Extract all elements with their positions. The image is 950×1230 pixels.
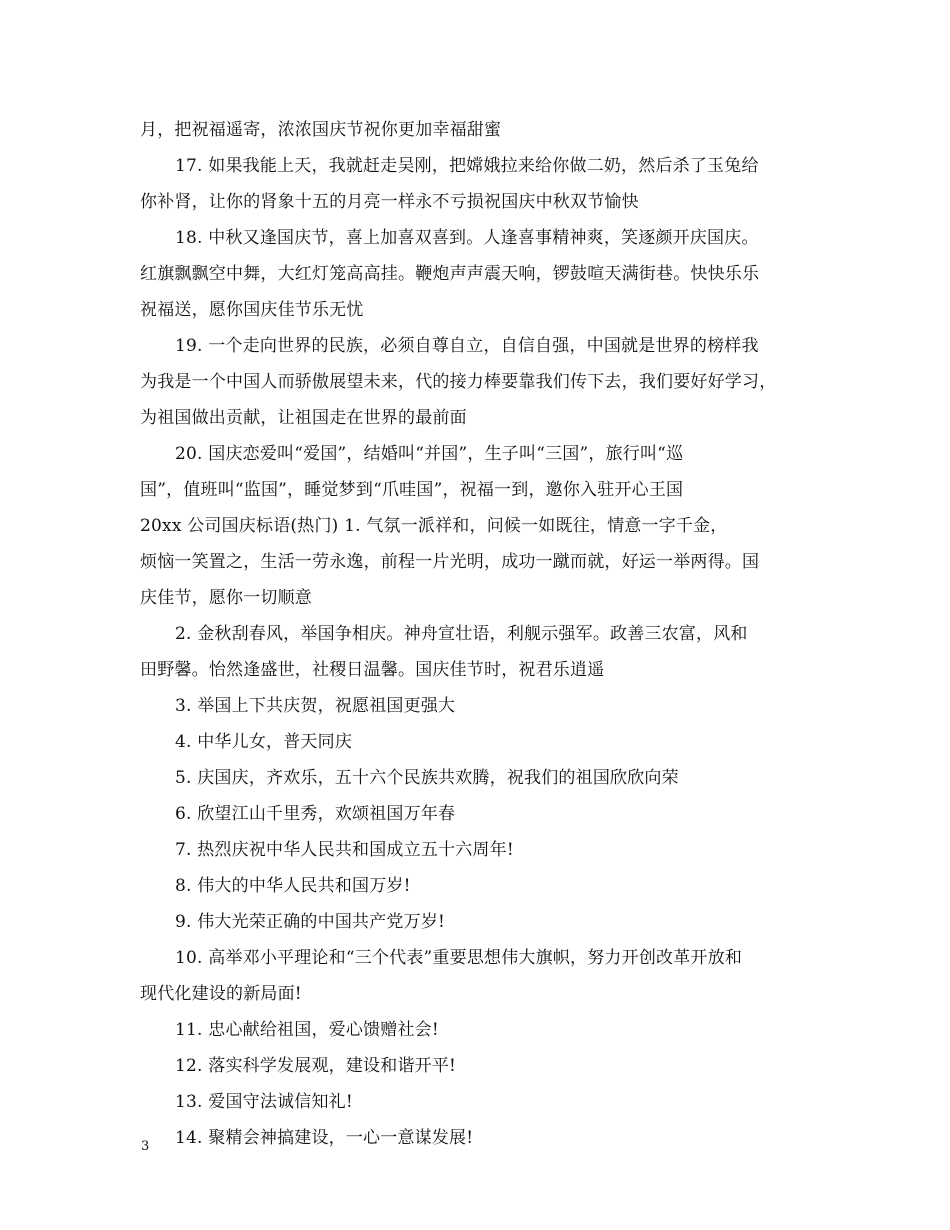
text-line-3: 你补肾，让你的肾象十五的月亮一样永不亏损祝国庆中秋双节愉快 [140, 192, 639, 212]
text-line-10: 20. 国庆恋爱叫“爱国”，结婚叫“并国”，生子叫“三国”，旅行叫“巡 [175, 444, 684, 464]
text-line-25: 现代化建设的新局面! [140, 984, 302, 1004]
text-line-7: 19. 一个走向世界的民族，必须自尊自立，自信自强，中国就是世界的榜样我 [175, 336, 759, 356]
page-number: 3 [141, 1139, 150, 1154]
text-line-28: 13. 爱国守法诚信知礼! [175, 1092, 353, 1112]
text-line-15: 2. 金秋刮春风，举国争相庆。神舟宣壮语，利舰示强军。政善三农富，风和 [175, 624, 748, 644]
text-line-20: 6. 欣望江山千里秀，欢颂祖国万年春 [175, 804, 456, 824]
text-line-9: 为祖国做出贡献，让祖国走在世界的最前面 [140, 408, 467, 428]
text-line-27: 12. 落实科学发展观，建设和谐开平! [175, 1056, 457, 1076]
text-line-5: 红旗飘飘空中舞，大红灯笼高高挂。鞭炮声声震天响，锣鼓喧天满街巷。快快乐乐 [140, 264, 760, 284]
text-line-29: 14. 聚精会神搞建设，一心一意谋发展! [175, 1128, 474, 1148]
text-line-22: 8. 伟大的中华人民共和国万岁! [175, 876, 411, 896]
text-line-23: 9. 伟大光荣正确的中国共产党万岁! [175, 912, 446, 932]
text-line-19: 5. 庆国庆，齐欢乐，五十六个民族共欢腾，祝我们的祖国欣欣向荣 [175, 768, 679, 788]
text-line-4: 18. 中秋又逢国庆节，喜上加喜双喜到。人逢喜事精神爽，笑逐颜开庆国庆。 [175, 228, 759, 248]
text-line-12: 20xx 公司国庆标语(热门) 1. 气氛一派祥和，问候一如既往，情意一字千金， [140, 516, 728, 536]
text-line-8: 为我是一个中国人而骄傲展望未来，代的接力棒要靠我们传下去，我们要好好学习， [140, 372, 777, 392]
text-line-2: 17. 如果我能上天，我就赶走吴刚，把嫦娥拉来给你做二奶，然后杀了玉兔给 [175, 156, 759, 176]
text-line-14: 庆佳节，愿你一切顺意 [140, 588, 312, 608]
text-line-17: 3. 举国上下共庆贺，祝愿祖国更强大 [175, 696, 456, 716]
text-line-13: 烦恼一笑置之，生活一劳永逸，前程一片光明，成功一蹴而就，好运一举两得。国 [140, 552, 760, 572]
text-line-6: 祝福送，愿你国庆佳节乐无忧 [140, 300, 364, 320]
text-line-24: 10. 高举邓小平理论和“三个代表”重要思想伟大旗帜，努力开创改革开放和 [175, 948, 743, 968]
text-line-26: 11. 忠心献给祖国，爱心馈赠社会! [175, 1020, 439, 1040]
text-line-18: 4. 中华儿女，普天同庆 [175, 732, 353, 752]
text-line-11: 国”，值班叫“监国”，睡觉梦到“爪哇国”，祝福一到，邀你入驻开心王国 [140, 480, 684, 500]
text-line-1: 月，把祝福遥寄，浓浓国庆节祝你更加幸福甜蜜 [140, 120, 502, 140]
text-line-21: 7. 热烈庆祝中华人民共和国成立五十六周年! [175, 840, 514, 860]
text-line-16: 田野馨。怡然逢盛世，社稷日温馨。国庆佳节时，祝君乐逍遥 [140, 660, 605, 680]
